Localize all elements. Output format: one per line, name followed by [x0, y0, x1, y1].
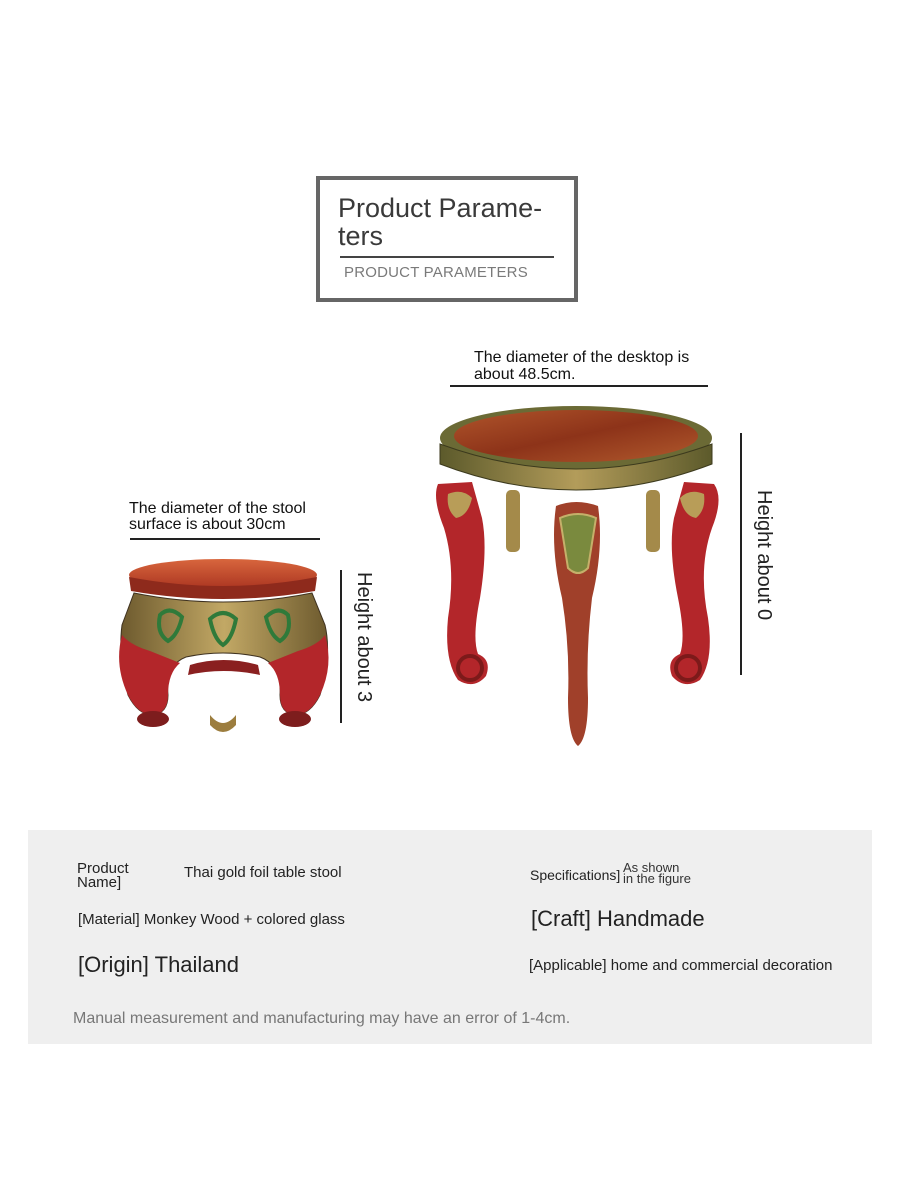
- left-height-rule: [340, 570, 342, 723]
- spec-value-2: in the figure: [623, 871, 691, 886]
- craft-text: [Craft] Handmade: [531, 906, 705, 931]
- measurement-note: Manual measurement and manufacturing may have an error of 1-4cm.: [73, 1010, 571, 1027]
- material-text: [Material] Monkey Wood + colored glass: [78, 911, 345, 928]
- info-panel: [28, 830, 872, 1044]
- right-diameter-line1: The diameter of the desktop is: [474, 349, 690, 366]
- left-diameter-line1: The diameter of the stool: [129, 500, 306, 517]
- small-stool-foot-left: [137, 711, 169, 727]
- applicable-text: [Applicable] home and commercial decoration: [529, 957, 833, 974]
- small-stool-foot-right: [279, 711, 311, 727]
- left-diameter-line2: surface is about 30cm: [129, 516, 286, 533]
- product-name-label-2: Name]: [77, 874, 122, 891]
- small-stool-front-foot: [210, 715, 236, 732]
- product-name-label-1: Product: [77, 860, 129, 877]
- large-stool-accent-1: [506, 490, 520, 552]
- right-diameter-rule: [450, 385, 708, 387]
- large-stool-top: [454, 410, 698, 462]
- large-stool-image: [428, 398, 738, 753]
- title-divider: [340, 256, 554, 258]
- spec-label: Specifications]: [530, 867, 621, 883]
- right-height-rule: [740, 433, 742, 675]
- right-height-label: Height about 0: [753, 490, 775, 621]
- title-box: [316, 176, 578, 302]
- page-title: Product Parame-ters: [338, 193, 543, 251]
- spec-value-1: As shown: [623, 860, 680, 875]
- origin-text: [Origin] Thailand: [78, 952, 240, 977]
- small-stool-image: [110, 555, 340, 745]
- large-stool-accent-2: [646, 490, 660, 552]
- small-stool-inner: [188, 660, 260, 675]
- left-height-label: Height about 3: [353, 572, 375, 703]
- product-name-value: Thai gold foil table stool: [184, 864, 342, 881]
- page-subtitle: PRODUCT PARAMETERS: [344, 264, 528, 281]
- left-diameter-rule: [130, 538, 320, 540]
- right-diameter-line2: about 48.5cm.: [474, 366, 576, 383]
